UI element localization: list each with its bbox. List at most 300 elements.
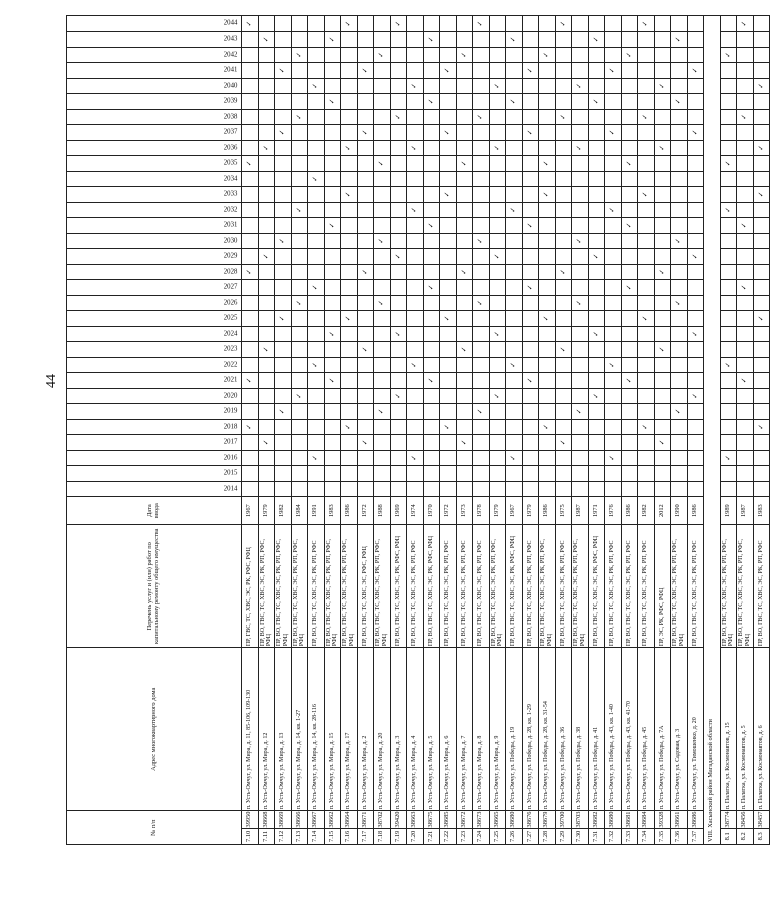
empty-year-cell: [588, 466, 605, 482]
empty-year-cell: [605, 373, 622, 389]
empty-year-cell: [555, 388, 572, 404]
empty-year-cell: [687, 295, 704, 311]
empty-year-cell: [687, 171, 704, 187]
cell-works: ПР, ВО, ГВС, ТС, ХВС, ЭС, РК, РП, РФС: [456, 525, 473, 648]
empty-year-cell: [440, 342, 457, 358]
empty-year-cell: [605, 280, 622, 296]
table-row: [654, 16, 671, 845]
empty-year-cell: [506, 419, 523, 435]
empty-year-cell: [737, 311, 754, 327]
empty-year-cell: [324, 156, 341, 172]
empty-year-cell: [374, 373, 391, 389]
empty-year-cell: [621, 63, 638, 79]
empty-year-cell: [423, 388, 440, 404]
header-year-2034: 2034: [67, 171, 242, 187]
empty-year-cell: [522, 264, 539, 280]
empty-year-cell: [737, 202, 754, 218]
empty-year-cell: [291, 311, 308, 327]
empty-year-cell: [638, 326, 655, 342]
header-year-2017: 2017: [67, 435, 242, 451]
empty-year-cell: [654, 187, 671, 203]
empty-year-cell: [291, 233, 308, 249]
cell-year: 1986: [539, 497, 556, 525]
empty-year-cell: [357, 419, 374, 435]
empty-year-cell: [522, 388, 539, 404]
empty-year-cell: [390, 342, 407, 358]
empty-year-cell: [671, 435, 688, 451]
check-mark-icon: ✓: [489, 140, 506, 156]
empty-year-cell: [720, 342, 737, 358]
cell-works: ПР, ВО, ГВС, ТС, ХВС, ЭС, РК, РП, РФС: [407, 525, 424, 648]
empty-year-cell: [654, 388, 671, 404]
empty-year-cell: [671, 373, 688, 389]
empty-year-cell: [737, 450, 754, 466]
empty-year-cell: [588, 63, 605, 79]
empty-year-cell: [753, 481, 770, 497]
empty-year-cell: [407, 32, 424, 48]
empty-year-cell: [258, 466, 275, 482]
empty-year-cell: [374, 171, 391, 187]
empty-year-cell: [555, 233, 572, 249]
empty-year-cell: [440, 435, 457, 451]
check-mark-icon: ✓: [654, 78, 671, 94]
empty-year-cell: [489, 373, 506, 389]
cell-num: 8.3: [753, 828, 770, 844]
empty-year-cell: [555, 466, 572, 482]
header-year-2044: 2044: [67, 16, 242, 32]
cell-code: 39950: [242, 811, 259, 828]
cell-address: п. Усть-Омчуг, ул. Победы, д. 38: [572, 648, 589, 811]
empty-year-cell: [539, 264, 556, 280]
table-row: [357, 16, 374, 845]
check-mark-icon: ✓: [308, 450, 325, 466]
empty-year-cell: [522, 357, 539, 373]
empty-year-cell: [671, 326, 688, 342]
empty-year-cell: [506, 311, 523, 327]
empty-year-cell: [572, 202, 589, 218]
cell-year: 1972: [440, 497, 457, 525]
empty-year-cell: [753, 435, 770, 451]
empty-year-cell: [423, 16, 440, 32]
cell-works: ПР, ВО, ГВС, ТС, ХВС, ЭС, РК, РП, РФС, РФЦ: [275, 525, 292, 648]
check-mark-icon: ✓: [555, 264, 572, 280]
empty-year-cell: [324, 78, 341, 94]
empty-year-cell: [572, 357, 589, 373]
check-mark-icon: ✓: [654, 342, 671, 358]
empty-year-cell: [720, 218, 737, 234]
empty-year-cell: [291, 249, 308, 265]
empty-year-cell: [489, 156, 506, 172]
empty-year-cell: [258, 125, 275, 141]
empty-year-cell: [506, 481, 523, 497]
empty-year-cell: [456, 171, 473, 187]
table-row: [324, 16, 341, 845]
empty-year-cell: [753, 156, 770, 172]
empty-year-cell: [605, 419, 622, 435]
cell-address: п. Усть-Омчуг, ул. Тимошенко, д. 20: [687, 648, 704, 811]
empty-year-cell: [456, 109, 473, 125]
cell-address: п. Усть-Омчуг, ул. Победы, д. 28, кв. 1-29: [522, 648, 539, 811]
header-year-2043: 2043: [67, 32, 242, 48]
empty-year-cell: [324, 342, 341, 358]
empty-year-cell: [291, 264, 308, 280]
empty-year-cell: [720, 264, 737, 280]
header-year-2023: 2023: [67, 342, 242, 358]
empty-year-cell: [456, 404, 473, 420]
empty-year-cell: [390, 218, 407, 234]
empty-year-cell: [737, 156, 754, 172]
table-row: [374, 16, 391, 845]
check-mark-icon: ✓: [374, 156, 391, 172]
rotated-page-content: [66, 15, 765, 845]
empty-year-cell: [275, 435, 292, 451]
empty-year-cell: [671, 264, 688, 280]
empty-year-cell: [242, 47, 259, 63]
empty-year-cell: [423, 342, 440, 358]
check-mark-icon: ✓: [341, 419, 358, 435]
cell-num: 8.1: [720, 828, 737, 844]
empty-year-cell: [720, 373, 737, 389]
empty-year-cell: [242, 63, 259, 79]
empty-year-cell: [555, 295, 572, 311]
empty-year-cell: [489, 311, 506, 327]
empty-year-cell: [555, 326, 572, 342]
empty-year-cell: [555, 249, 572, 265]
check-mark-icon: ✓: [654, 264, 671, 280]
cell-works: ПР, ВО, ГВС, ТС, ХВС, ЭС, РК, РП, РФС, РФЦ: [324, 525, 341, 648]
empty-year-cell: [423, 63, 440, 79]
empty-year-cell: [588, 156, 605, 172]
empty-year-cell: [489, 481, 506, 497]
empty-year-cell: [440, 280, 457, 296]
empty-year-cell: [489, 280, 506, 296]
empty-year-cell: [291, 187, 308, 203]
table-row: [588, 16, 605, 845]
empty-year-cell: [258, 202, 275, 218]
empty-year-cell: [621, 326, 638, 342]
empty-year-cell: [324, 419, 341, 435]
empty-year-cell: [654, 94, 671, 110]
header-year-2026: 2026: [67, 295, 242, 311]
check-mark-icon: ✓: [308, 357, 325, 373]
check-mark-icon: ✓: [605, 125, 622, 141]
empty-year-cell: [291, 435, 308, 451]
empty-year-cell: [621, 78, 638, 94]
empty-year-cell: [390, 125, 407, 141]
table-row: [308, 16, 325, 845]
empty-year-cell: [308, 481, 325, 497]
check-mark-icon: ✓: [390, 249, 407, 265]
empty-year-cell: [671, 466, 688, 482]
empty-year-cell: [473, 218, 490, 234]
empty-year-cell: [390, 187, 407, 203]
cell-address: п. Усть-Омчуг, ул. Мира, д. 2: [357, 648, 374, 811]
cell-year: 1984: [291, 497, 308, 525]
cell-address: п. Усть-Омчуг, ул. Садовая, д. 3: [671, 648, 688, 811]
empty-year-cell: [275, 140, 292, 156]
empty-year-cell: [605, 295, 622, 311]
cell-address: п. Усть-Омчуг, ул. Победы, д. 36: [555, 648, 572, 811]
empty-year-cell: [258, 109, 275, 125]
check-mark-icon: ✓: [407, 78, 424, 94]
empty-year-cell: [572, 450, 589, 466]
empty-year-cell: [737, 78, 754, 94]
empty-year-cell: [324, 109, 341, 125]
empty-year-cell: [555, 94, 572, 110]
cell-year: 1975: [555, 497, 572, 525]
empty-year-cell: [687, 109, 704, 125]
header-num: № п/п: [67, 811, 242, 845]
empty-year-cell: [341, 388, 358, 404]
empty-year-cell: [605, 388, 622, 404]
empty-year-cell: [687, 373, 704, 389]
check-mark-icon: ✓: [638, 311, 655, 327]
empty-year-cell: [506, 249, 523, 265]
check-mark-icon: ✓: [638, 187, 655, 203]
empty-year-cell: [308, 109, 325, 125]
empty-year-cell: [374, 264, 391, 280]
empty-year-cell: [737, 342, 754, 358]
empty-year-cell: [291, 32, 308, 48]
empty-year-cell: [506, 295, 523, 311]
empty-year-cell: [654, 109, 671, 125]
empty-year-cell: [440, 404, 457, 420]
empty-year-cell: [539, 435, 556, 451]
cell-code: 38667: [308, 811, 325, 828]
empty-year-cell: [489, 63, 506, 79]
empty-year-cell: [522, 202, 539, 218]
empty-year-cell: [621, 140, 638, 156]
check-mark-icon: ✓: [687, 326, 704, 342]
check-mark-icon: ✓: [407, 450, 424, 466]
empty-year-cell: [308, 466, 325, 482]
empty-year-cell: [456, 357, 473, 373]
empty-year-cell: [572, 249, 589, 265]
header-year-2036: 2036: [67, 140, 242, 156]
check-mark-icon: ✓: [357, 342, 374, 358]
cell-num: 7.34: [638, 828, 655, 844]
empty-year-cell: [440, 466, 457, 482]
empty-year-cell: [324, 481, 341, 497]
empty-year-cell: [341, 32, 358, 48]
table-row: [638, 16, 655, 845]
check-mark-icon: ✓: [258, 342, 275, 358]
empty-year-cell: [539, 450, 556, 466]
empty-year-cell: [621, 125, 638, 141]
empty-year-cell: [390, 156, 407, 172]
check-mark-icon: ✓: [440, 419, 457, 435]
cell-year: 1986: [621, 497, 638, 525]
empty-year-cell: [737, 187, 754, 203]
check-mark-icon: ✓: [572, 295, 589, 311]
cell-num: 7.15: [324, 828, 341, 844]
cell-code: 39420: [390, 811, 407, 828]
empty-year-cell: [720, 16, 737, 32]
empty-year-cell: [555, 280, 572, 296]
empty-year-cell: [258, 94, 275, 110]
empty-year-cell: [390, 78, 407, 94]
empty-year-cell: [407, 171, 424, 187]
cell-code: 38702: [374, 811, 391, 828]
empty-year-cell: [687, 16, 704, 32]
cell-year: 1976: [605, 497, 622, 525]
header-year-2025: 2025: [67, 311, 242, 327]
empty-year-cell: [753, 249, 770, 265]
empty-year-cell: [242, 404, 259, 420]
check-mark-icon: ✓: [357, 264, 374, 280]
empty-year-cell: [605, 140, 622, 156]
empty-year-cell: [654, 357, 671, 373]
check-mark-icon: ✓: [555, 435, 572, 451]
cell-code: 39328: [654, 811, 671, 828]
check-mark-icon: ✓: [539, 187, 556, 203]
cell-address: п. Палатка, ул. Космонавтов, д. 5: [737, 648, 754, 811]
empty-year-cell: [423, 233, 440, 249]
empty-year-cell: [687, 218, 704, 234]
empty-year-cell: [440, 357, 457, 373]
cell-year: 2012: [654, 497, 671, 525]
empty-year-cell: [654, 419, 671, 435]
empty-year-cell: [638, 435, 655, 451]
empty-year-cell: [275, 419, 292, 435]
empty-year-cell: [572, 125, 589, 141]
empty-year-cell: [341, 94, 358, 110]
cell-works: ПР, ВО, ГВС, ТС, ХВС, ЭС, РК, РП, РФС: [440, 525, 457, 648]
empty-year-cell: [489, 233, 506, 249]
empty-year-cell: [720, 233, 737, 249]
empty-year-cell: [308, 249, 325, 265]
header-works: Перечень услуг и (или) работ по капитальному ремонту общего имущества: [67, 525, 242, 648]
empty-year-cell: [654, 249, 671, 265]
cell-code: 38665: [489, 811, 506, 828]
empty-year-cell: [258, 295, 275, 311]
check-mark-icon: ✓: [456, 342, 473, 358]
empty-year-cell: [423, 450, 440, 466]
empty-year-cell: [555, 450, 572, 466]
empty-year-cell: [638, 218, 655, 234]
check-mark-icon: ✓: [275, 233, 292, 249]
empty-year-cell: [390, 311, 407, 327]
empty-year-cell: [357, 47, 374, 63]
empty-year-cell: [671, 357, 688, 373]
empty-year-cell: [374, 187, 391, 203]
cell-address: п. Усть-Омчуг, ул. Мира, д. 14, кв. 1-27: [291, 648, 308, 811]
check-mark-icon: ✓: [473, 295, 490, 311]
empty-year-cell: [539, 233, 556, 249]
empty-year-cell: [737, 264, 754, 280]
empty-year-cell: [308, 264, 325, 280]
empty-year-cell: [506, 125, 523, 141]
cell-year: 1972: [357, 497, 374, 525]
empty-year-cell: [506, 326, 523, 342]
empty-year-cell: [522, 78, 539, 94]
empty-year-cell: [489, 16, 506, 32]
check-mark-icon: ✓: [621, 218, 638, 234]
empty-year-cell: [489, 109, 506, 125]
empty-year-cell: [456, 450, 473, 466]
empty-year-cell: [275, 218, 292, 234]
empty-year-cell: [605, 466, 622, 482]
empty-year-cell: [638, 125, 655, 141]
empty-year-cell: [671, 187, 688, 203]
cell-year: 1983: [753, 497, 770, 525]
empty-year-cell: [275, 280, 292, 296]
empty-year-cell: [258, 280, 275, 296]
empty-year-cell: [687, 233, 704, 249]
empty-year-cell: [473, 419, 490, 435]
empty-year-cell: [341, 125, 358, 141]
empty-year-cell: [753, 342, 770, 358]
empty-year-cell: [654, 404, 671, 420]
cell-num: 7.31: [588, 828, 605, 844]
empty-year-cell: [654, 295, 671, 311]
cell-num: 7.37: [687, 828, 704, 844]
check-mark-icon: ✓: [654, 435, 671, 451]
empty-year-cell: [621, 249, 638, 265]
empty-year-cell: [357, 326, 374, 342]
check-mark-icon: ✓: [522, 125, 539, 141]
check-mark-icon: ✓: [357, 125, 374, 141]
cell-num: 7.13: [291, 828, 308, 844]
empty-year-cell: [539, 342, 556, 358]
cell-address: п. Палатка, ул. Космонавтов, д. 6: [753, 648, 770, 811]
check-mark-icon: ✓: [506, 32, 523, 48]
empty-year-cell: [473, 78, 490, 94]
empty-year-cell: [539, 357, 556, 373]
cell-num: 7.12: [275, 828, 292, 844]
empty-year-cell: [242, 295, 259, 311]
table-row: [473, 16, 490, 845]
empty-year-cell: [539, 171, 556, 187]
empty-year-cell: [671, 47, 688, 63]
empty-year-cell: [588, 78, 605, 94]
empty-year-cell: [275, 326, 292, 342]
empty-year-cell: [506, 187, 523, 203]
empty-year-cell: [753, 373, 770, 389]
empty-year-cell: [423, 404, 440, 420]
cell-year: 1991: [308, 497, 325, 525]
empty-year-cell: [737, 32, 754, 48]
cell-address: п. Усть-Омчуг, ул. Победы, д. 43, кв. 1-40: [605, 648, 622, 811]
empty-year-cell: [242, 109, 259, 125]
check-mark-icon: ✓: [522, 373, 539, 389]
empty-year-cell: [407, 404, 424, 420]
empty-year-cell: [753, 32, 770, 48]
empty-year-cell: [456, 233, 473, 249]
table-row: [456, 16, 473, 845]
empty-year-cell: [522, 156, 539, 172]
table-row: [522, 16, 539, 845]
cell-year: 1967: [242, 497, 259, 525]
empty-year-cell: [555, 481, 572, 497]
empty-year-cell: [572, 94, 589, 110]
empty-year-cell: [357, 187, 374, 203]
check-mark-icon: ✓: [638, 109, 655, 125]
check-mark-icon: ✓: [489, 78, 506, 94]
empty-year-cell: [423, 47, 440, 63]
empty-year-cell: [720, 187, 737, 203]
cell-works: ПР, ВО, ГВС, ТС, ХВС, ЭС, РК, РП, РФС: [555, 525, 572, 648]
empty-year-cell: [390, 295, 407, 311]
cell-num: 7.33: [621, 828, 638, 844]
check-mark-icon: ✓: [605, 450, 622, 466]
empty-year-cell: [291, 140, 308, 156]
empty-year-cell: [555, 125, 572, 141]
empty-year-cell: [572, 326, 589, 342]
cell-works: ПР, ВО, ГВС, ТС, ХВС, ЭС, РК, РП, РФС, РФЦ: [737, 525, 754, 648]
empty-year-cell: [291, 466, 308, 482]
cell-works: ПР, ВО, ГВС, ТС, ХВС, ЭС, РК, РП, РФС, РФЦ: [374, 525, 391, 648]
